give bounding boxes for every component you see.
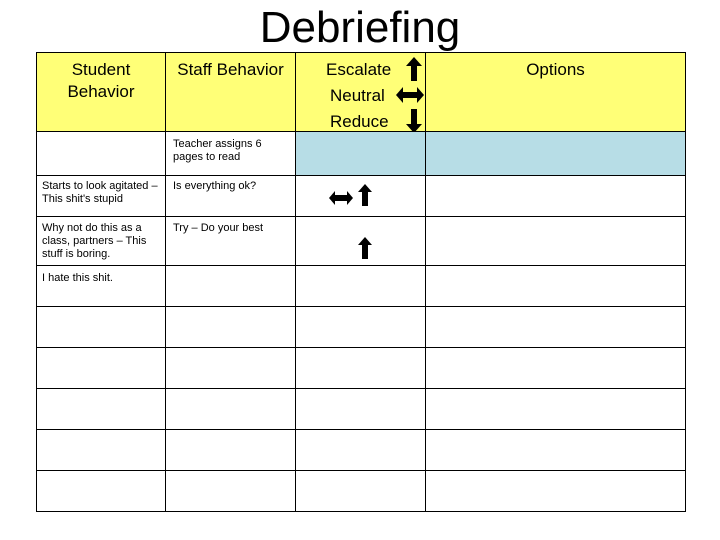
row4-student-text: I hate this shit.: [42, 272, 113, 284]
double-arrow-icon: [329, 191, 353, 205]
header-reduce-label: Reduce: [330, 112, 389, 131]
debrief-table: [36, 52, 686, 512]
row3-escalation: [295, 216, 426, 266]
double-arrow-icon: [396, 87, 424, 103]
row9-staff: [165, 470, 296, 512]
row4-staff: [165, 265, 296, 307]
row3-options: [425, 216, 686, 266]
row6-escalation: [295, 347, 426, 389]
row4-escalation: [295, 265, 426, 307]
row8-options: [425, 429, 686, 471]
row8-student: [36, 429, 166, 471]
arrow-down-icon: [406, 109, 422, 132]
header-neutral-label: Neutral: [330, 86, 385, 105]
row7-options: [425, 388, 686, 430]
row1-options: [425, 131, 686, 176]
row2-student-text: Starts to look agitated – This shit's stupid: [42, 180, 158, 205]
row8-escalation: [295, 429, 426, 471]
header-student-behavior: [36, 52, 166, 132]
header-options: [425, 52, 686, 132]
row8-staff: [165, 429, 296, 471]
row1-staff-text: Teacher assigns 6 pages to read: [173, 138, 262, 163]
row5-escalation: [295, 306, 426, 348]
row2-options: [425, 175, 686, 217]
row4-options: [425, 265, 686, 307]
header-options-label: Options: [526, 60, 585, 79]
row2-student: [36, 175, 166, 217]
row2-staff-text: Is everything ok?: [173, 180, 257, 192]
row9-student: [36, 470, 166, 512]
row3-student: [36, 216, 166, 266]
arrow-up-icon: [358, 184, 372, 206]
header-staff-behavior: [165, 52, 296, 132]
header-staff-label: Staff Behavior: [177, 60, 284, 79]
arrow-up-icon: [406, 57, 422, 81]
row2-staff: [165, 175, 296, 217]
row1-staff: [165, 131, 296, 176]
row9-options: [425, 470, 686, 512]
header-student-line2: Behavior: [67, 82, 135, 101]
header-escalate-neutral-reduce: [295, 52, 426, 132]
header-student-line1: Student: [71, 60, 131, 79]
row3-staff: [165, 216, 296, 266]
row6-staff: [165, 347, 296, 389]
row6-student: [36, 347, 166, 389]
row1-escalation: [295, 131, 426, 176]
page-title: Debriefing: [259, 3, 461, 52]
row7-escalation: [295, 388, 426, 430]
row1-student: [36, 131, 166, 176]
row4-student: [36, 265, 166, 307]
row7-student: [36, 388, 166, 430]
row9-escalation: [295, 470, 426, 512]
row5-student: [36, 306, 166, 348]
row3-student-text: Why not do this as a class, partners – This stuff is boring.: [42, 222, 147, 260]
row2-escalation: [295, 175, 426, 217]
row3-staff-text: Try – Do your best: [173, 222, 264, 234]
header-escalate-label: Escalate: [326, 60, 392, 79]
row7-staff: [165, 388, 296, 430]
row6-options: [425, 347, 686, 389]
row5-options: [425, 306, 686, 348]
arrow-up-icon: [358, 237, 372, 259]
row5-staff: [165, 306, 296, 348]
